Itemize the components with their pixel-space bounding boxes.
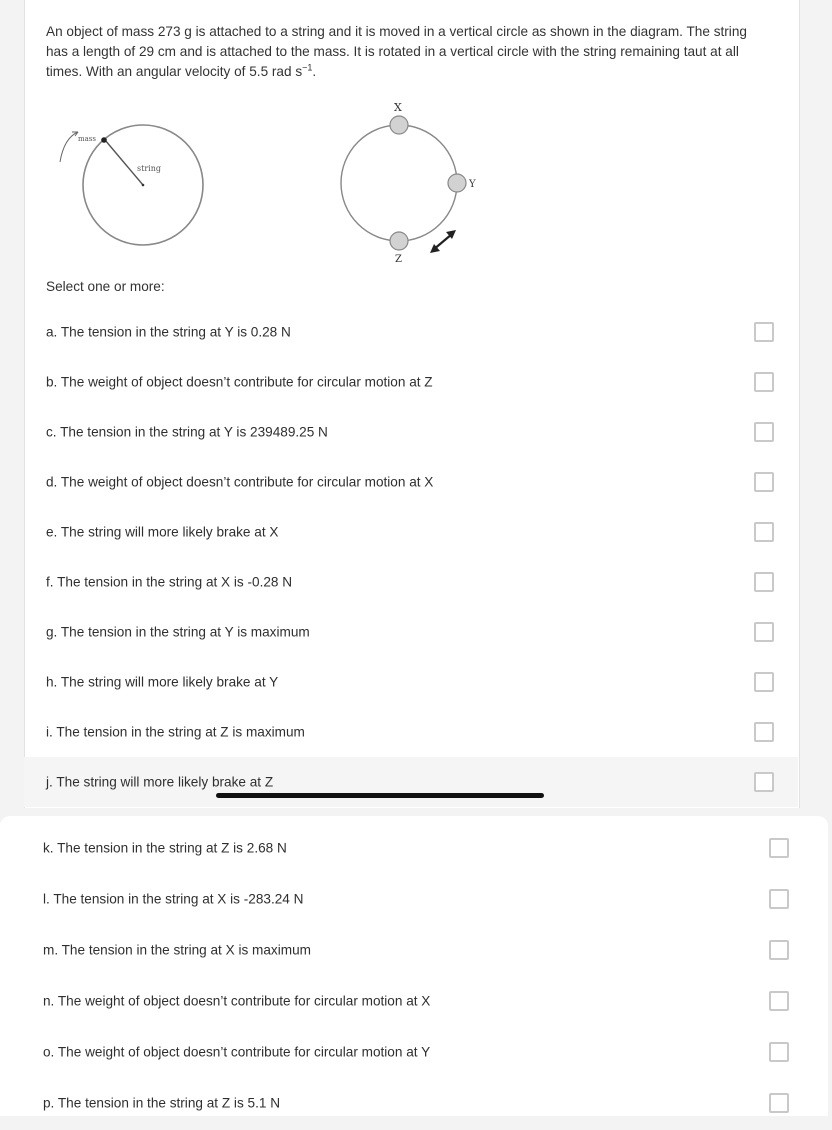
center-dot <box>142 184 145 187</box>
option-label-g: g. The tension in the string at Y is maximum <box>46 624 310 640</box>
option-checkbox-b[interactable] <box>754 372 774 392</box>
ball-y <box>448 174 466 192</box>
ball-z <box>390 232 408 250</box>
scroll-indicator[interactable] <box>216 793 544 798</box>
option-row-a[interactable] <box>0 307 832 357</box>
ball-x <box>390 116 408 134</box>
option-label-a: a. The tension in the string at Y is 0.28 N <box>46 324 291 340</box>
left-circle-diagram <box>60 125 203 245</box>
option-row-h[interactable] <box>0 657 832 707</box>
option-checkbox-i[interactable] <box>754 722 774 742</box>
option-row-l[interactable] <box>0 874 832 924</box>
option-label-j: j. The string will more likely brake at Z <box>46 774 274 790</box>
string-label: string <box>137 164 161 173</box>
string-line <box>105 140 143 185</box>
label-x: X <box>394 101 402 114</box>
option-row-o[interactable] <box>0 1027 832 1077</box>
option-label-l: l. The tension in the string at X is -283.24 N <box>43 891 304 907</box>
option-label-o: o. The weight of object doesn’t contribute for circular motion at Y <box>43 1044 431 1060</box>
option-label-n: n. The weight of object doesn’t contribute for circular motion at X <box>43 993 431 1009</box>
option-checkbox-g[interactable] <box>754 622 774 642</box>
option-label-d: d. The weight of object doesn’t contribute for circular motion at X <box>46 474 434 490</box>
option-row-d[interactable] <box>0 457 832 507</box>
option-label-c: c. The tension in the string at Y is 239489.25 N <box>46 424 328 440</box>
option-checkbox-m[interactable] <box>769 940 789 960</box>
option-checkbox-e[interactable] <box>754 522 774 542</box>
option-row-f[interactable] <box>0 557 832 607</box>
label-y: Y <box>469 179 476 190</box>
option-label-k: k. The tension in the string at Z is 2.68 N <box>43 840 287 856</box>
option-label-m: m. The tension in the string at X is maximum <box>43 942 311 958</box>
mass-label: mass <box>78 135 96 143</box>
option-row-e[interactable] <box>0 507 832 557</box>
option-label-b: b. The weight of object doesn’t contribute for circular motion at Z <box>46 374 433 390</box>
option-row-m[interactable] <box>0 925 832 975</box>
option-checkbox-a[interactable] <box>754 322 774 342</box>
option-checkbox-p[interactable] <box>769 1093 789 1113</box>
option-row-j[interactable] <box>0 757 832 807</box>
right-circle-diagram <box>341 101 476 265</box>
option-checkbox-k[interactable] <box>769 838 789 858</box>
option-checkbox-f[interactable] <box>754 572 774 592</box>
option-checkbox-c[interactable] <box>754 422 774 442</box>
option-row-g[interactable] <box>0 607 832 657</box>
option-label-i: i. The tension in the string at Z is maximum <box>46 724 305 740</box>
option-label-h: h. The string will more likely brake at Y <box>46 674 279 690</box>
option-checkbox-n[interactable] <box>769 991 789 1011</box>
right-circle <box>341 125 457 241</box>
motion-arrow <box>60 132 78 162</box>
option-row-i[interactable] <box>0 707 832 757</box>
option-row-p[interactable] <box>0 1078 832 1128</box>
velocity-arrow-icon <box>430 230 456 253</box>
option-label-p: p. The tension in the string at Z is 5.1 N <box>43 1095 281 1111</box>
label-z: Z <box>395 254 402 265</box>
mass-dot <box>101 137 107 143</box>
option-row-n[interactable] <box>0 976 832 1026</box>
option-checkbox-l[interactable] <box>769 889 789 909</box>
option-row-k[interactable] <box>0 823 832 873</box>
option-label-e: e. The string will more likely brake at X <box>46 524 279 540</box>
vertical-circle-diagram <box>50 96 476 268</box>
option-label-f: f. The tension in the string at X is -0.28 N <box>46 574 293 590</box>
option-row-c[interactable] <box>0 407 832 457</box>
option-checkbox-h[interactable] <box>754 672 774 692</box>
option-checkbox-d[interactable] <box>754 472 774 492</box>
option-checkbox-j[interactable] <box>754 772 774 792</box>
question-text: An object of mass 273 g is attached to a string and it is moved in a vertical circle as shown in the diagram. The string has a length of 29 cm and is attached to the mass. It is rotated in a vertical circle with the string remaining taut at all times. With an angular velocity of 5.5 rad $s^{-1}$. <box>46 24 747 79</box>
option-row-b[interactable] <box>0 357 832 407</box>
select-instruction: Select one or more: <box>46 279 165 294</box>
option-checkbox-o[interactable] <box>769 1042 789 1062</box>
